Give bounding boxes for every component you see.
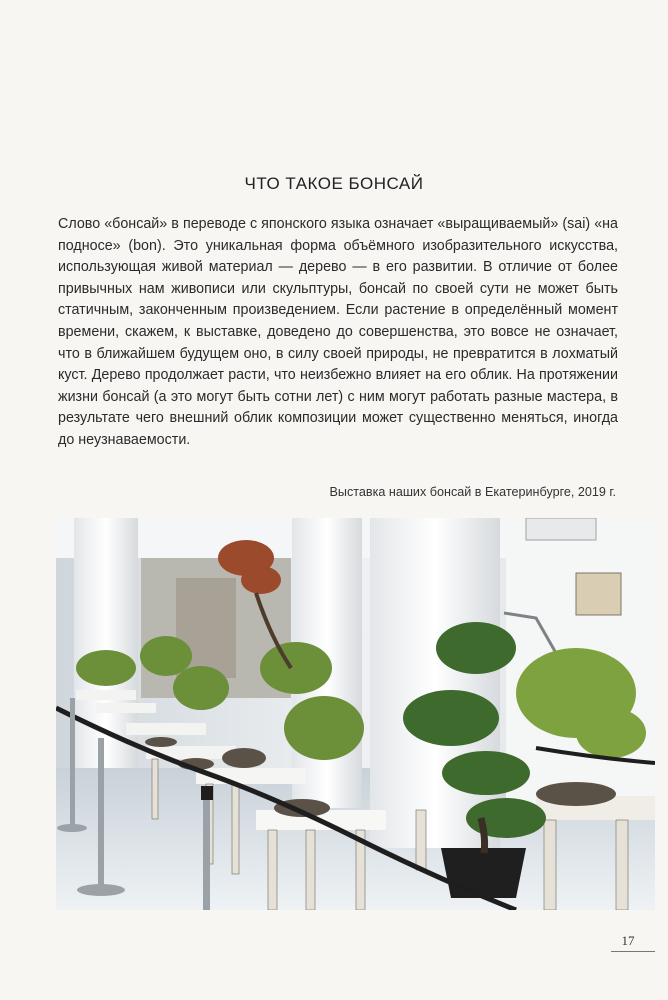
- page-number-rule: [611, 951, 655, 952]
- photo-caption: Выставка наших бонсай в Екатеринбурге, 2019 г.: [329, 485, 616, 499]
- page-number: 17: [621, 933, 635, 948]
- body-paragraph: Слово «бонсай» в переводе с японского языка означает «выращиваемый» (sai) «на подносе» (bon). Это уникальная форма объёмного изобразительного искусства, использующая живой материал — дерево — в его развитии. В отличие от более привычных нам живописи или скульптуры, бонсай по своей сути не может быть статичным, законченным произведением. Если растение в определённый момент времени, скажем, к выставке, доведено до совершенства, это вовсе не означает, что в ближайшем будущем оно, в силу своей природы, не превратится в лохматый куст. Дерево продолжает расти, что неизбежно влияет на его облик. На протяжении жизни бонсай (а это могут быть сотни лет) с ним могут работать разные мастера, в результате чего внешний облик композиции может существенно меняться, иногда до неузнаваемости.: [58, 216, 618, 448]
- section-title: ЧТО ТАКОЕ БОНСАЙ: [244, 174, 424, 193]
- bonsai-exhibition-photo: [56, 518, 655, 910]
